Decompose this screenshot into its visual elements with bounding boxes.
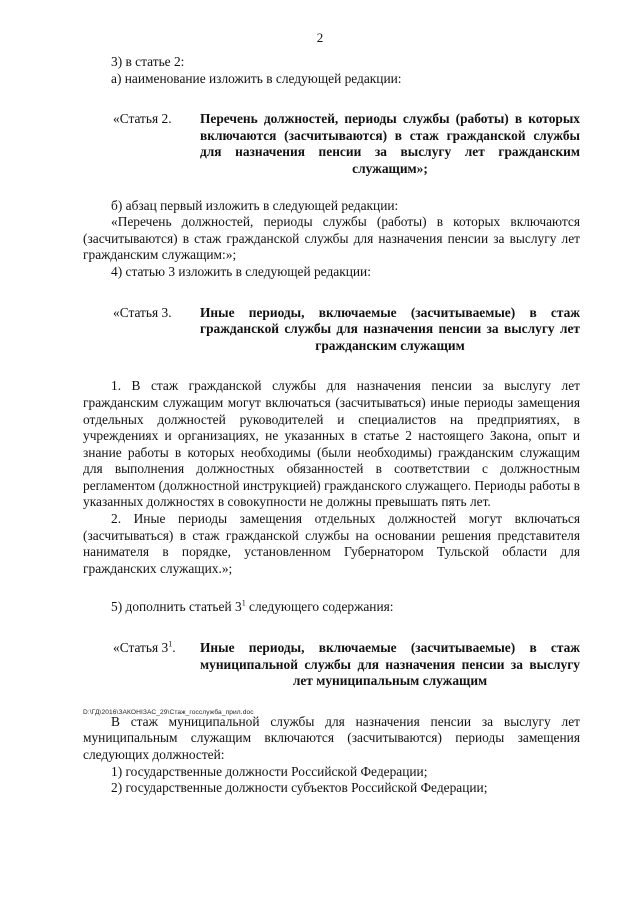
article-3-1-label-dot: . bbox=[172, 640, 176, 656]
article-3-1-item-2: 2) государственные должности субъектов Российской Федерации; bbox=[111, 780, 488, 796]
article-3-title: Иные периоды, включаемые (засчитываемые) в стаж гражданской службы для назначения пенсии за выслугу лет гражданским служащим bbox=[200, 304, 580, 353]
item-4: 4) статью 3 изложить в следующей редакции: bbox=[111, 263, 371, 279]
article-3-1-item-1: 1) государственные должности Российской Федерации; bbox=[111, 763, 428, 779]
article-2-label: «Статья 2. bbox=[113, 111, 172, 127]
article-3-1-label-superscript: 1 bbox=[168, 639, 173, 649]
article-3-1-heading bbox=[83, 640, 580, 690]
article-3-1-label bbox=[83, 640, 200, 690]
article-3-heading bbox=[83, 305, 580, 355]
item-3b-text: «Перечень должностей, периоды службы (работы) в которых включаются (засчитываются) в стаж гражданской службы для назначения пенсии за выслугу лет гражданским служащим:»; bbox=[83, 214, 580, 263]
article-3-label: «Статья 3. bbox=[113, 304, 172, 320]
article-3-1-title: Иные периоды, включаемые (засчитываемые) в стаж муниципальной службы для назначения пенсии за выслугу лет муниципальным служащим bbox=[200, 640, 580, 689]
article-3-paragraph-1: 1. В стаж гражданской службы для назначения пенсии за выслугу лет гражданским служащим могут включаться (засчитываться) иные периоды замещения отдельных должностей руководителей и специалистов на предприятиях, в учреждениях и организациях, не указанных в статье 2 настоящего Закона, опыт и знание работы в которых необходимы (были необходимы) гражданским служащим для выполнения должностных обязанностей в соответствии с должностным регламентом (должностной инструкцией) гражданского служащего. Периоды работы в указанных должностях в совокупности не должны превышать пять лет. bbox=[83, 378, 580, 510]
article-3-1-intro: В стаж муниципальной службы для назначения пенсии за выслугу лет муниципальным служащим включаются (засчитываются) периоды замещения следующих должностей: bbox=[83, 713, 580, 762]
item-5-text-end: следующего содержания: bbox=[245, 599, 394, 615]
item-5-superscript: 1 bbox=[241, 598, 246, 608]
article-3-paragraph-2: 2. Иные периоды замещения отдельных должностей могут включаться (засчитываться) в стаж гражданской службы на основании решения представителя нанимателя в порядке, установленном Губернатором Тульской области для гражданских служащих.»; bbox=[83, 511, 580, 576]
page-number: 2 bbox=[316, 30, 324, 45]
item-5-text: 5) дополнить статьей 3 bbox=[111, 599, 242, 615]
item-5 bbox=[83, 599, 580, 616]
article-2-heading bbox=[83, 111, 580, 177]
footer-file-path: D:\ГД\2016\ЗАКОНІЗАС_29\Стаж_госслужба_прил.doc bbox=[83, 709, 254, 716]
document-body bbox=[83, 54, 580, 797]
item-3: 3) в статье 2: bbox=[111, 54, 185, 69]
item-3b: б) абзац первый изложить в следующей редакции: bbox=[111, 197, 399, 213]
article-3-1-label-text: «Статья 3 bbox=[113, 640, 169, 656]
article-2-title: Перечень должностей, периоды службы (работы) в которых включаются (засчитываются) в стаж гражданской службы для назначения пенсии за выслугу лет гражданским служащим»; bbox=[200, 111, 580, 176]
item-3a: а) наименование изложить в следующей редакции: bbox=[111, 70, 402, 86]
